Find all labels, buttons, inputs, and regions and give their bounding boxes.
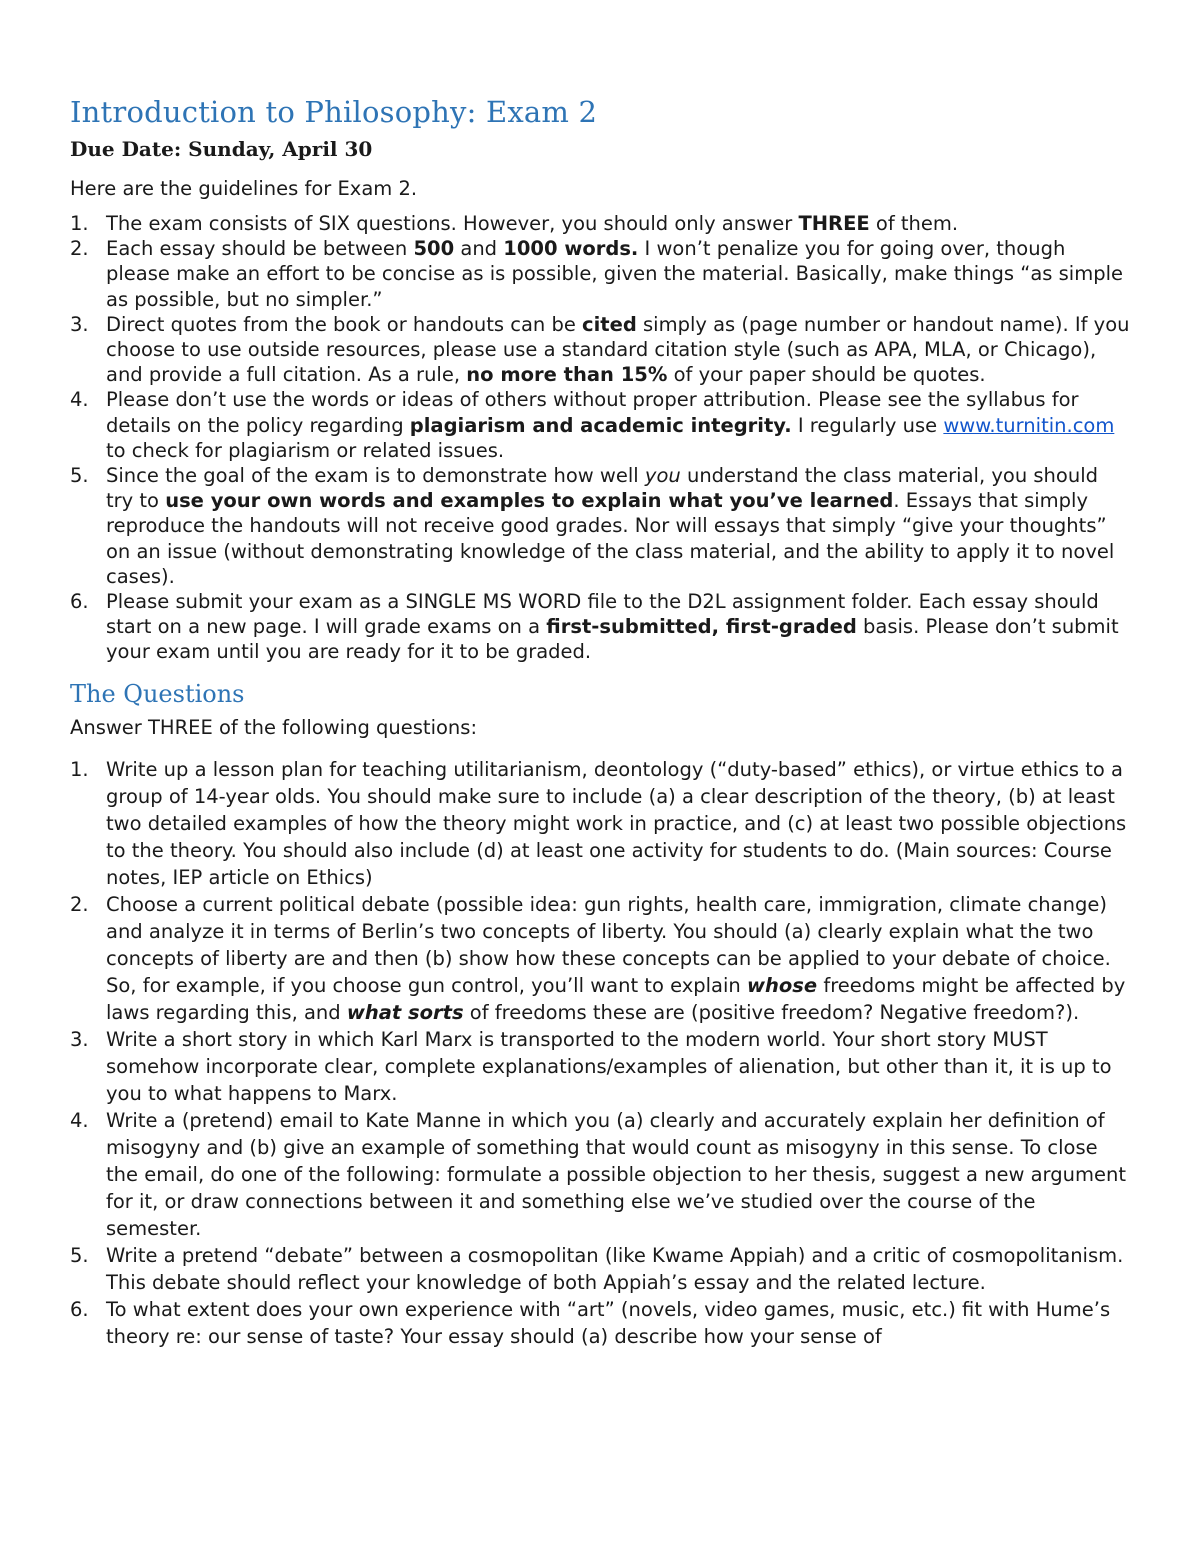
list-number: 6. [70, 590, 89, 614]
list-number: 1. [70, 757, 89, 781]
list-number: 3. [70, 1027, 89, 1051]
guideline-item: 3. Direct quotes from the book or handouts can be cited simply as (page number or handout name). If you choose to use outside resources, please use a standard citation style (such as APA, MLA, or Chicago), and provide a full citation. As a rule, no more than 15% of your paper should be quotes. [70, 312, 1130, 387]
question-item: 5. Write a pretend “debate” between a cosmopolitan (like Kwame Appiah) and a critic of cosmopolitanism. This debate should reflect your knowledge of both Appiah’s essay and the related lecture. [70, 1243, 1124, 1294]
questions-instruction: Answer THREE of the following questions: [70, 715, 478, 739]
question-item: 1. Write up a lesson plan for teaching utilitarianism, deontology (“duty-based” ethics), or virtue ethics to a group of 14-year olds. You should make sure to include (a) a clear description of the theory, (b) at least two detailed examples of how the theory might work in practice, and (c) at least two possible objections to the theory. You should also include (d) at least one activity for students to do. (Main sources: Course notes, IEP article on Ethics) [70, 757, 1127, 889]
list-number: 6. [70, 1297, 89, 1321]
list-number: 2. [70, 237, 89, 261]
question-item: 2. Choose a current political debate (possible idea: gun rights, health care, immigration, climate change) and analyze it in terms of Berlin’s two concepts of liberty. You should (a) clearly explain what the two concepts of liberty are and then (b) show how these concepts can be applied to your debate of choice. So, for example, if you choose gun control, you’ll want to explain whose freedoms might be affected by laws regarding this, and what sorts of freedoms these are (positive freedom? Negative freedom?). [70, 892, 1126, 1024]
list-number: 4. [70, 388, 89, 412]
guideline-item: 5. Since the goal of the exam is to demonstrate how well you understand the class material, you should try to use your own words and examples to explain what you’ve learned. Essays that simply reproduce the handouts will not receive good grades. Nor will essays that simply “give your thoughts” on an issue (without demonstrating knowledge of the class material, and the ability to apply it to novel cases). [70, 464, 1115, 588]
question-item: 6. To what extent does your own experience with “art” (novels, video games, music, etc.) fit with Hume’s theory re: our sense of taste? Your essay should (a) describe how your sense of [70, 1297, 1111, 1348]
guidelines-intro: Here are the guidelines for Exam 2. [70, 177, 418, 200]
guideline-item: 2. Each essay should be between 500 and 1000 words. I won’t penalize you for going over, though please make an effort to be concise as is possible, given the material. Basically, make things “as simple as possible, but no simpler.” [70, 237, 1123, 311]
turnitin-link[interactable]: www.turnitin.com [943, 413, 1115, 437]
question-item: 3. Write a short story in which Karl Marx is transported to the modern world. Your short story MUST somehow incorporate clear, complete explanations/examples of alienation, but other than it, it is up to you to what happens to Marx. [70, 1027, 1112, 1105]
list-number: 4. [70, 1108, 89, 1132]
guideline-item: 4. Please don’t use the words or ideas of others without proper attribution. Please see the syllabus for details on the policy regarding plagiarism and academic integrity. I regularly use www.turnitin.com to check for plagiarism or related issues. [70, 388, 1115, 462]
list-number: 1. [70, 212, 89, 235]
question-item: 4. Write a (pretend) email to Kate Manne in which you (a) clearly and accurately explain her definition of misogyny and (b) give an example of something that would count as misogyny in this sense. To close the email, do one of the following: formulate a possible objection to her thesis, suggest a new argument for it, or draw connections between it and something else we’ve studied over the course of the semester. [70, 1108, 1126, 1240]
guideline-item: 6. Please submit your exam as a SINGLE MS WORD file to the D2L assignment folder. Each essay should start on a new page. I will grade exams on a first-submitted, first-graded basis. Please don’t submit your exam until you are ready for it to be graded. [70, 590, 1119, 664]
questions-list [70, 756, 1130, 1350]
list-number: 2. [70, 892, 89, 916]
document-title: Introduction to Philosophy: Exam 2 [70, 95, 598, 129]
questions-heading: The Questions [70, 679, 245, 708]
guideline-item: 1. The exam consists of SIX questions. However, you should only answer THREE of them. [70, 212, 959, 235]
guidelines-list [70, 211, 1130, 665]
list-number: 3. [70, 312, 89, 336]
list-number: 5. [70, 464, 89, 488]
due-date: Due Date: Sunday, April 30 [70, 137, 373, 161]
list-number: 5. [70, 1243, 89, 1267]
